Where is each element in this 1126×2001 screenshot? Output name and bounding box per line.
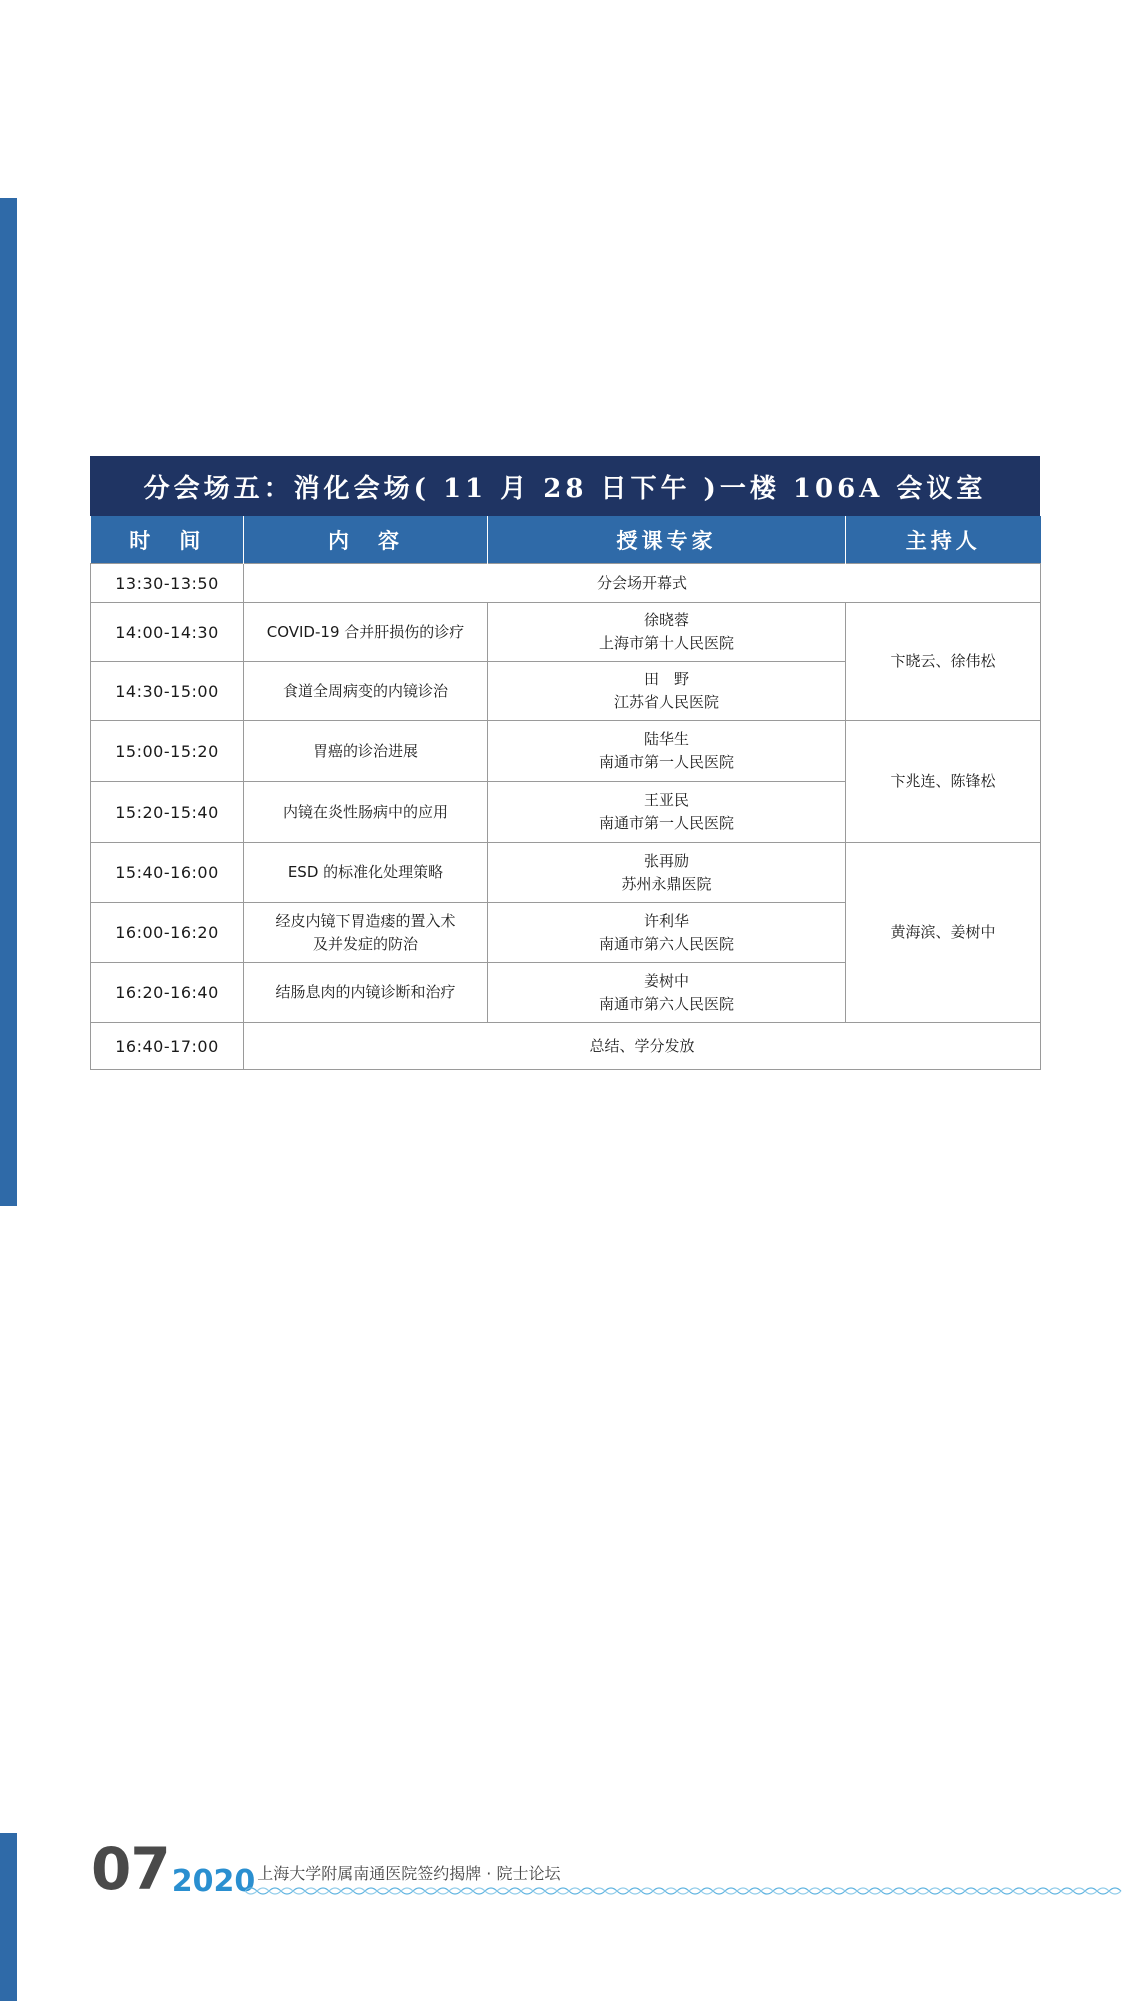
time-cell: 14:30-15:00 xyxy=(91,662,244,721)
topic-line: 及并发症的防治 xyxy=(312,934,418,953)
table-row xyxy=(91,843,1041,903)
expert-hospital: 南通市第六人民医院 xyxy=(598,994,734,1013)
topic-cell: 内镜在炎性肠病中的应用 xyxy=(244,782,488,843)
expert-hospital: 南通市第六人民医院 xyxy=(598,934,734,953)
expert-name: 许利华 xyxy=(643,911,689,930)
expert-name: 田 野 xyxy=(643,670,689,688)
table-row xyxy=(91,603,1041,662)
topic-cell: ESD 的标准化处理策略 xyxy=(244,843,488,903)
expert-name: 姜树中 xyxy=(643,971,689,990)
schedule-title: 分会场五：消化会场( 11 月 28 日下午 )一楼 106A 会议室 xyxy=(90,456,1040,516)
expert-cell xyxy=(488,843,846,903)
time-cell: 15:40-16:00 xyxy=(91,843,244,903)
expert-cell xyxy=(488,782,846,843)
topic-cell: 结肠息肉的内镜诊断和治疗 xyxy=(244,963,488,1023)
time-cell: 15:00-15:20 xyxy=(91,721,244,782)
topic-cell: 胃癌的诊治进展 xyxy=(244,721,488,782)
time-cell: 13:30-13:50 xyxy=(91,564,244,603)
table-row-opening xyxy=(91,564,1041,603)
time-cell: 15:20-15:40 xyxy=(91,782,244,843)
header-row xyxy=(91,516,1041,564)
topic-cell xyxy=(244,903,488,963)
expert-hospital: 上海市第十人民医院 xyxy=(598,634,734,652)
topic-line: 经皮内镜下胃造瘘的置入术 xyxy=(275,911,456,930)
host-cell: 卞晓云、徐伟松 xyxy=(846,603,1041,721)
expert-hospital: 江苏省人民医院 xyxy=(613,693,719,711)
expert-hospital: 苏州永鼎医院 xyxy=(621,874,712,893)
header-content: 内 容 xyxy=(244,516,488,564)
expert-name: 陆华生 xyxy=(643,730,689,748)
expert-cell xyxy=(488,903,846,963)
time-cell: 14:00-14:30 xyxy=(91,603,244,662)
table-row xyxy=(91,721,1041,782)
schedule-table-container xyxy=(90,456,1040,1070)
expert-hospital: 南通市第一人民医院 xyxy=(598,814,734,832)
footer-year: 2020 xyxy=(171,1864,256,1899)
expert-name: 张再励 xyxy=(643,851,689,870)
time-cell: 16:40-17:00 xyxy=(91,1023,244,1070)
header-time: 时 间 xyxy=(91,516,244,564)
expert-name: 王亚民 xyxy=(643,791,689,809)
topic-cell: 食道全周病变的内镜诊治 xyxy=(244,662,488,721)
opening-content: 分会场开幕式 xyxy=(244,564,1041,603)
expert-cell xyxy=(488,963,846,1023)
time-cell: 16:00-16:20 xyxy=(91,903,244,963)
side-accent-bar-top xyxy=(0,198,17,1206)
dna-helix-decoration xyxy=(245,1885,1126,1897)
table-row-closing xyxy=(91,1023,1041,1070)
schedule-table xyxy=(90,516,1041,1070)
header-expert: 授课专家 xyxy=(488,516,846,564)
time-cell: 16:20-16:40 xyxy=(91,963,244,1023)
host-cell: 黄海滨、姜树中 xyxy=(846,843,1041,1023)
expert-cell xyxy=(488,662,846,721)
host-cell: 卞兆连、陈锋松 xyxy=(846,721,1041,843)
expert-name: 徐晓蓉 xyxy=(643,611,689,629)
header-host: 主持人 xyxy=(846,516,1041,564)
closing-content: 总结、学分发放 xyxy=(244,1023,1041,1070)
footer-title: 上海大学附属南通医院签约揭牌 · 院士论坛 xyxy=(257,1864,561,1883)
expert-hospital: 南通市第一人民医院 xyxy=(598,753,734,771)
page-number: 07 xyxy=(91,1835,170,1903)
side-accent-bar-bottom xyxy=(0,1833,17,2001)
expert-cell xyxy=(488,603,846,662)
topic-cell: COVID-19 合并肝损伤的诊疗 xyxy=(244,603,488,662)
expert-cell xyxy=(488,721,846,782)
